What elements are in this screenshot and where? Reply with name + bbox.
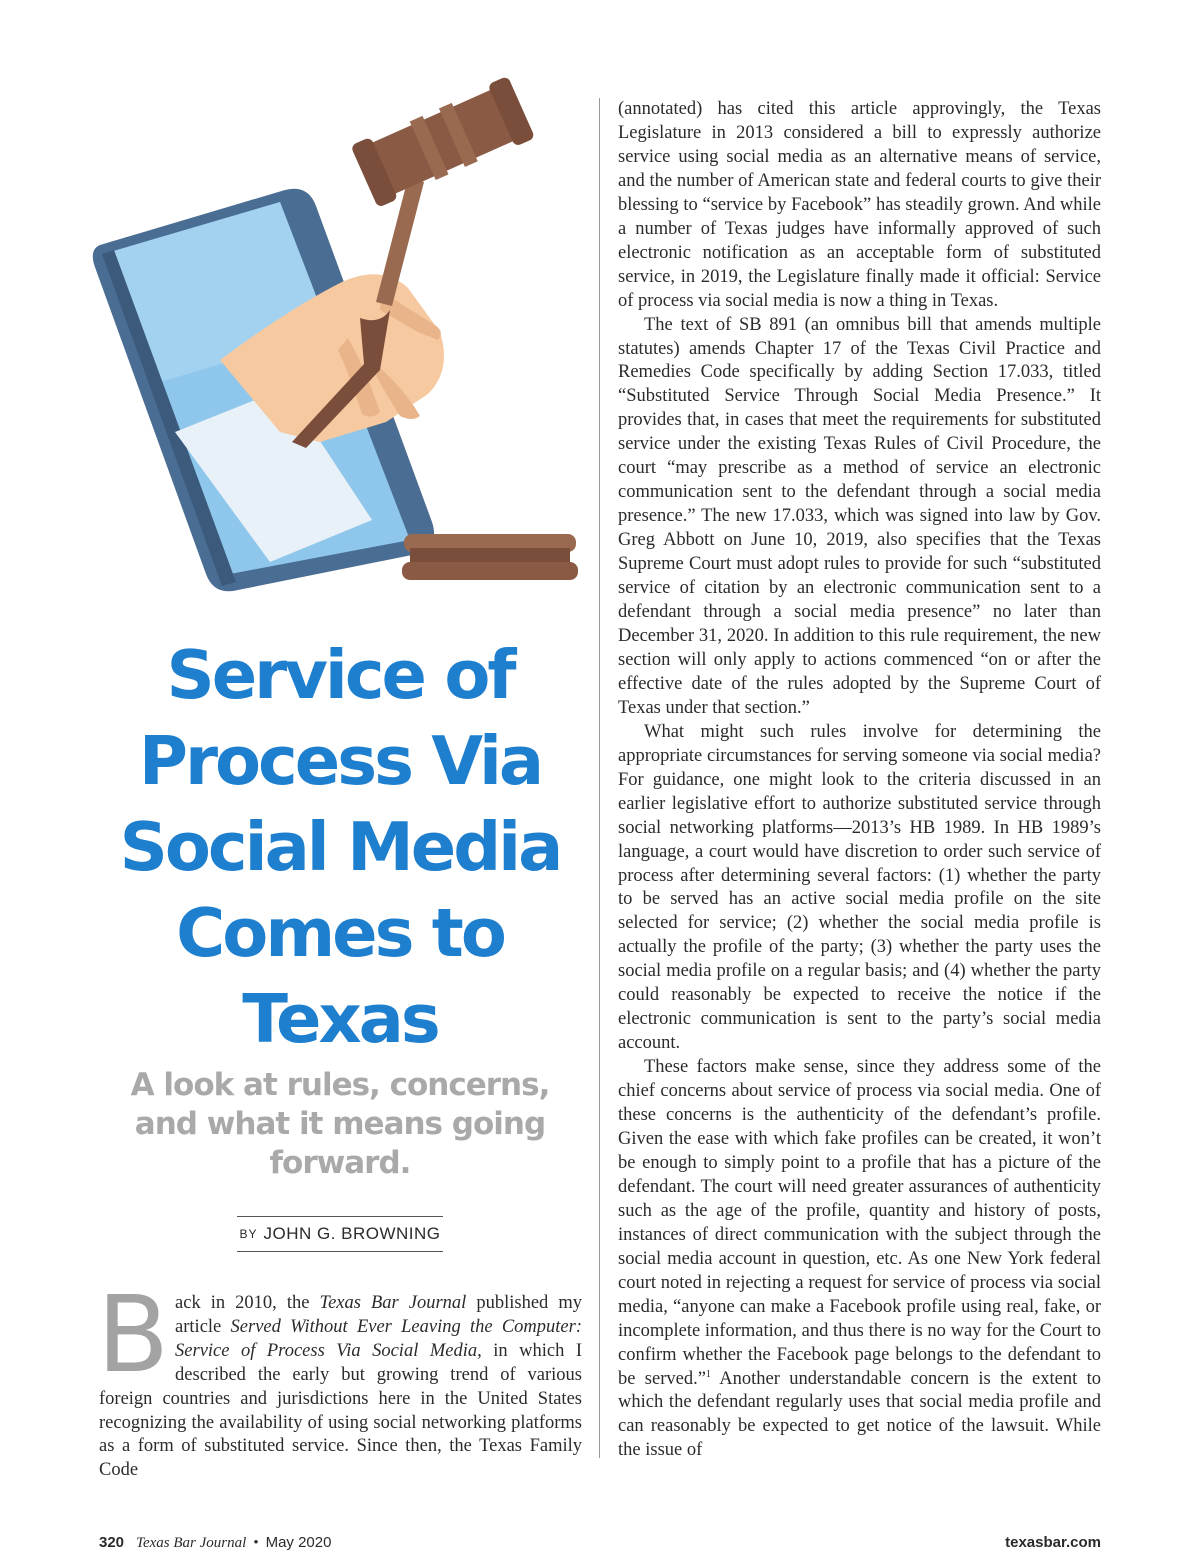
byline-prefix: BY — [239, 1227, 258, 1241]
journal-reference: Texas Bar Journal — [319, 1293, 467, 1313]
paragraph — [618, 1056, 1101, 1463]
byline — [237, 1216, 443, 1252]
website-link[interactable]: texasbar.com — [1005, 1534, 1101, 1551]
footer-left — [99, 1534, 331, 1552]
left-text-2: published my article — [175, 1293, 582, 1337]
article-headline: Service of Process Via Social Media Comes to Texas — [119, 636, 561, 1058]
column-divider — [599, 98, 600, 1458]
gavel-phone-illustration — [80, 70, 600, 630]
page-footer — [99, 1534, 1101, 1552]
left-text-1: ack in 2010, the — [175, 1293, 320, 1313]
separator-dot: • — [253, 1535, 259, 1551]
paragraph: (annotated) has cited this article approvingly, the Texas Legislature in 2013 considered a bill to expressly authorize service using social media as an alternative means of service, and the number of American state and federal courts to give their blessing to “service by Facebook” has steadily grown. And while a number of Texas judges have informally approved of such electronic notification as an acceptable form of substituted service, in 2019, the Legislature finally made it official: Service of process via social media is now a thing in Texas. — [618, 99, 1101, 311]
issue-date: May 2020 — [265, 1534, 332, 1551]
journal-name: Texas Bar Journal — [136, 1535, 247, 1551]
article-deck: A look at rules, concerns, and what it means going forward. — [130, 1067, 550, 1181]
author-name: JOHN G. BROWNING — [263, 1224, 441, 1243]
body-left-column — [97, 1274, 583, 1483]
body-right-column — [618, 98, 1101, 1463]
footnote-marker: 1 — [705, 1368, 711, 1380]
paragraph-text: These factors make sense, since they address some of the chief concerns about service of process via social media. One of these concerns is the authenticity of the defendant’s profile. Given the ease with which fake profiles can be created, it won’t be enough to simply point to a profile that has a picture of the defendant. The court will need greater assurances of authenticity such as the age of the profile, quantity and history of posts, instances of direct communication with the subject through the social media account in question, etc. As one New York federal court noted in rejecting a request for service of process via social media, “anyone can make a Facebook profile using real, fake, or incomplete information, and thus there is no way for the Court to confirm whether the Facebook page belongs to the defendant to be served.” — [618, 1057, 1101, 1389]
drop-cap: B — [97, 1274, 170, 1396]
article-reference: Served Without Ever Leaving the Computer: Service of Process Via Social Media, — [175, 1316, 582, 1361]
sound-block-icon — [402, 534, 578, 580]
paragraph-text: Another understandable concern is the extent to which the defendant regularly uses that social media profile and can reasonably be expected to get notice of the lawsuit. While the issue of — [618, 1368, 1101, 1461]
paragraph: What might such rules involve for determining the appropriate circumstances for serving someone via social media? For guidance, one might look to the criteria discussed in an earlier legislative effort to authorize substituted service through social networking platforms—2013’s HB 1989. In HB 1989’s language, a court would have discretion to order such service of process after determining several factors: (1) whether the party to be served has an active social media profile on the site selected for service; (2) whether the social media profile is actually the profile of the party; (3) whether the party uses the social media profile on a regular basis; and (4) whether the party could reasonably be expected to receive the notice if the electronic communication is sent to the party’s social media account. — [618, 721, 1101, 1054]
paragraph: The text of SB 891 (an omnibus bill that amends multiple statutes) amends Chapter 17 of the Texas Civil Practice and Remedies Code specifically by adding Section 17.033, titled “Substituted Service Through Social Media Presence.” It provides that, in cases that meet the requirements for substituted service under the existing Texas Rules of Civil Procedure, the court “may prescribe as a method of service an electronic communication sent to the defendant through a social media presence.” The new 17.033, which was signed into law by Gov. Greg Abbott on June 10, 2019, also specifies that the Texas Supreme Court must adopt rules to provide for such “substituted service of citation by an electronic communication sent to a defendant through a social media presence” no later than December 31, 2020. In addition to this rule requirement, the new section will only apply to actions commenced “on or after the effective date of the rules adopted by the Supreme Court of Texas under that section.” — [618, 314, 1101, 718]
page-number: 320 — [99, 1534, 125, 1551]
left-text-3: in which I described the early but growing trend of various foreign countries and jurisdictions here in the United States recognizing the availability of using social networking platforms as a form of substituted service. Since then, the Texas Family Code — [99, 1340, 583, 1481]
